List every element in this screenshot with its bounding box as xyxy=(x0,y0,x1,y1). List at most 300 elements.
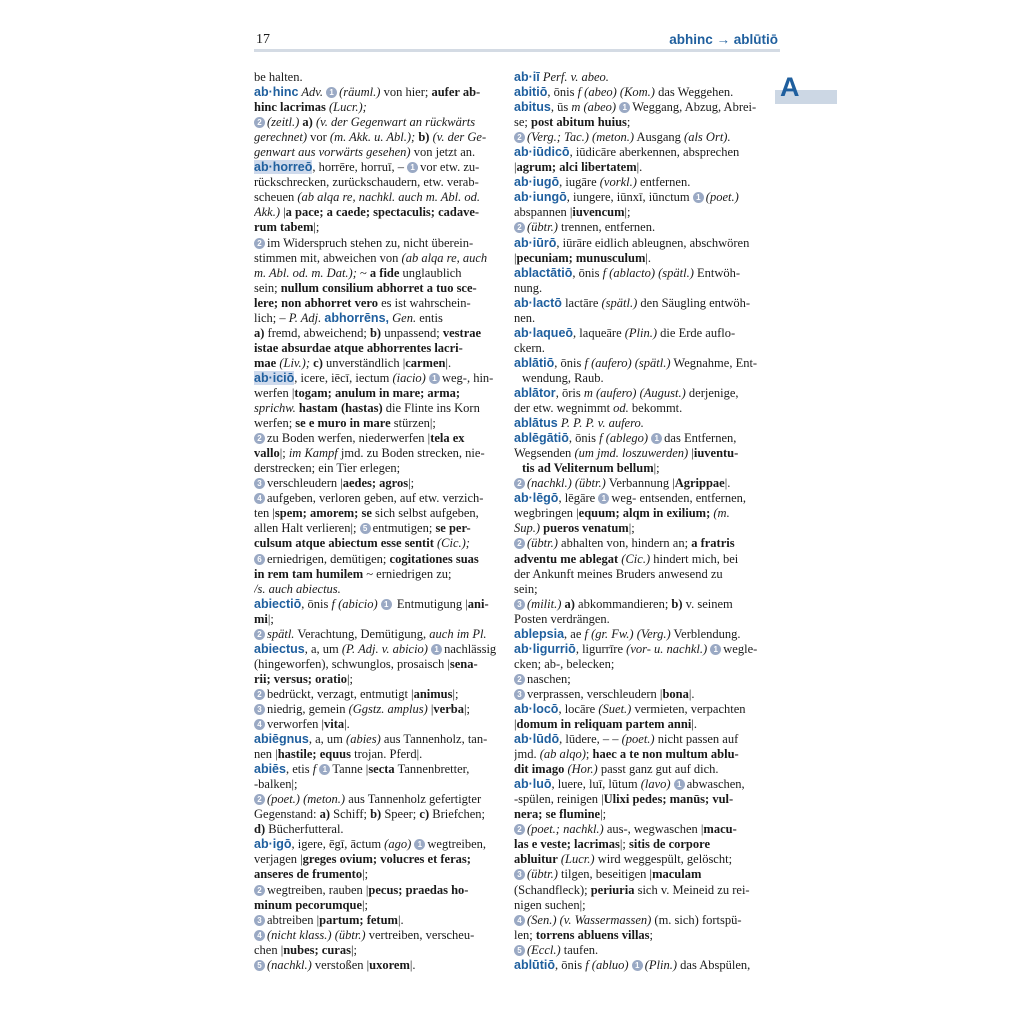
entry-line xyxy=(254,521,510,536)
entry-line xyxy=(514,416,770,431)
entry-text: nen. xyxy=(514,310,536,325)
entry-line xyxy=(254,371,510,386)
entry-text: m (aufero) (August.) xyxy=(583,385,686,400)
sense-number-badge: 5 xyxy=(514,945,525,956)
entry-text: a fratris xyxy=(691,536,735,551)
sense-number-badge: 5 xyxy=(254,960,265,971)
entry-line xyxy=(254,236,510,251)
headword: ab·iugō xyxy=(514,175,560,190)
entry-line xyxy=(514,446,770,461)
entry-text: pecuniam; munusculum xyxy=(516,250,646,265)
entry-text: |; xyxy=(600,807,607,822)
entry-text: sich selbst aufgeben, xyxy=(371,506,479,521)
entry-text: f (ablego) xyxy=(599,431,652,446)
entry-line xyxy=(254,943,510,958)
entry-text: f (abluo) xyxy=(585,957,632,972)
entry-text: togam; anulum in mare; arma; xyxy=(294,385,461,400)
entry-text: (Hor.) xyxy=(564,762,598,777)
entry-text: tilgen, beseitigen | xyxy=(557,867,653,882)
entry-text: entfernen. xyxy=(636,175,691,190)
entry-text: der Ankunft meines Bruders anwesend zu xyxy=(514,566,723,581)
entry-text: aus Tannenholz, tan- xyxy=(380,732,488,747)
sense-number-badge: 1 xyxy=(429,373,440,384)
entry-text: , ūs xyxy=(550,100,572,115)
entry-line xyxy=(254,687,510,702)
entry-text: abhalten von, hindern an; xyxy=(557,536,692,551)
entry-line xyxy=(514,190,770,205)
entry-text: (Plin.) xyxy=(624,325,658,340)
entry-text: , ōnis xyxy=(554,355,585,370)
entry-text: vita xyxy=(324,717,345,732)
sense-number-badge: 2 xyxy=(254,794,265,805)
entry-line xyxy=(254,130,510,145)
entry-line xyxy=(514,160,770,175)
headword: ab·iī xyxy=(514,70,540,84)
entry-text: vor etw. zu- xyxy=(420,160,480,175)
entry-line xyxy=(514,175,770,190)
entry-text: im Kampf xyxy=(288,446,338,461)
entry-line xyxy=(254,115,510,130)
entry-text: a) xyxy=(254,325,265,340)
entry-text: unpassend; xyxy=(381,325,443,340)
entry-text: animus xyxy=(413,686,453,701)
entry-text: wendung, Raub. xyxy=(522,370,604,385)
entry-line xyxy=(514,822,770,837)
entry-line xyxy=(514,612,770,627)
entry-line xyxy=(514,85,770,100)
entry-text: m. Abl. od. m. Dat.); xyxy=(254,265,357,280)
entry-line xyxy=(254,401,510,416)
entry-text: (übtr.) xyxy=(527,220,558,235)
entry-line xyxy=(514,521,770,536)
entry-line xyxy=(254,672,510,687)
entry-line xyxy=(254,852,510,867)
entry-text: lactāre xyxy=(561,295,602,310)
entry-line xyxy=(514,431,770,446)
headword: abiēgnus xyxy=(254,732,309,747)
entry-text: culsum atque abiectum esse sentit xyxy=(254,536,434,551)
entry-text: entis xyxy=(416,310,443,325)
entry-line xyxy=(514,792,770,807)
entry-text: , ōnis xyxy=(568,431,600,446)
entry-line xyxy=(254,491,510,506)
entry-text: (räuml.) xyxy=(339,85,381,100)
entry-text: von jetzt an. xyxy=(410,145,476,160)
entry-text: | xyxy=(514,160,517,175)
entry-text: se e muro in mare xyxy=(295,416,391,431)
entry-text: lich; – xyxy=(254,310,289,325)
entry-text: |; xyxy=(313,220,320,235)
entry-text: spätl. xyxy=(267,626,295,641)
headword: abhorrēns, xyxy=(324,310,389,325)
entry-text: sena- xyxy=(449,656,478,671)
entry-line xyxy=(514,732,770,747)
entry-text: |. xyxy=(688,686,695,701)
sense-number-badge: 3 xyxy=(514,599,525,610)
entry-line xyxy=(514,386,770,401)
entry-text: die Flinte ins Korn xyxy=(382,401,480,416)
entry-line xyxy=(514,958,770,973)
entry-text: verba xyxy=(433,701,464,716)
sense-number-badge: 6 xyxy=(254,554,265,565)
headword: ablepsia xyxy=(514,626,565,641)
sense-number-badge: 1 xyxy=(381,599,392,610)
headword: ab·iciō xyxy=(254,370,295,385)
entry-text: |. xyxy=(397,912,404,927)
entry-line xyxy=(514,837,770,852)
entry-text: unglaublich xyxy=(399,265,462,280)
entry-text: anseres de frumento xyxy=(254,867,363,882)
headword: abiectiō xyxy=(254,596,302,611)
entry-text: ; xyxy=(626,115,631,130)
entry-text: , horrēre, horruī, – xyxy=(312,160,408,175)
entry-line xyxy=(254,552,510,567)
entry-text: erniedrigen, demütigen; xyxy=(267,551,390,566)
entry-text: taufen. xyxy=(560,942,599,957)
entry-text: sein; xyxy=(254,280,281,295)
entry-text: |; xyxy=(628,521,635,536)
entry-text: las e veste; lacrimas xyxy=(514,837,620,852)
entry-line xyxy=(254,266,510,281)
entry-text: , lūdere, – – xyxy=(559,732,622,747)
entry-line xyxy=(514,506,770,521)
entry-text: vermieten, verpachten xyxy=(631,701,746,716)
entry-text: , ōnis xyxy=(301,596,332,611)
entry-text: , ōnis xyxy=(547,85,578,100)
sense-number-badge: 1 xyxy=(598,493,609,504)
entry-text: ~ erniedrigen zu; xyxy=(363,566,452,581)
headword: ablactātiō xyxy=(514,265,573,280)
entry-line xyxy=(254,341,510,356)
sense-number-badge: 1 xyxy=(319,764,330,775)
entry-text: trojan. Pferd|. xyxy=(350,747,423,762)
entry-text: vor xyxy=(306,130,330,145)
entry-text: cogitationes suas xyxy=(389,551,479,566)
entry-text: , luere, luī, lūtum xyxy=(551,777,641,792)
entry-text: be halten. xyxy=(254,70,303,84)
entry-text: a pace; a caede; spectaculis; cadave- xyxy=(285,205,480,220)
entry-text: , a, um xyxy=(308,732,347,747)
entry-text: aufgeben, verloren geben, auf etw. verzich- xyxy=(267,491,484,506)
entry-text: aufer ab- xyxy=(431,85,481,100)
entry-text: , iugāre xyxy=(559,175,600,190)
entry-text: Bücherfutteral. xyxy=(265,822,344,837)
entry-text: f (gr. Fw.) (Verg.) xyxy=(584,626,671,641)
entry-text: (um jmd. loszuwerden) xyxy=(574,446,689,461)
entry-text: nigen suchen|; xyxy=(514,897,586,912)
entry-line xyxy=(254,807,510,822)
entry-text: |; xyxy=(362,867,369,882)
entry-text: bedrückt, verzagt, entmutigt | xyxy=(267,686,414,701)
sense-number-badge: 5 xyxy=(360,523,371,534)
entry-text: das Abspülen, xyxy=(677,957,751,972)
entry-text: nubes; curas xyxy=(283,942,351,957)
entry-text: passt ganz gut auf dich. xyxy=(597,762,719,777)
entry-text: |; xyxy=(452,686,459,701)
headword: ab·horreō xyxy=(254,160,313,175)
entry-line xyxy=(254,85,510,100)
entry-line xyxy=(514,928,770,943)
entry-text: hastam (hastas) xyxy=(298,401,383,416)
entry-text: c) xyxy=(313,355,323,370)
entry-text: (ago) xyxy=(384,837,415,852)
entry-text: naschen; xyxy=(527,671,571,686)
entry-text: Tannenbretter, xyxy=(394,762,470,777)
entry-text: , ligurrīre xyxy=(575,641,627,656)
entry-text: vallo xyxy=(254,446,280,461)
entry-text: |; xyxy=(463,701,470,716)
entry-text: |. xyxy=(645,250,652,265)
entry-text: |. xyxy=(724,476,731,491)
entry-text: |. xyxy=(344,717,350,732)
entry-text: f (ablacto) (spätl.) xyxy=(602,265,694,280)
entry-text: stürzen|; xyxy=(390,416,436,431)
headword: abitus xyxy=(514,100,551,115)
entry-line xyxy=(514,687,770,702)
entry-text: Ulixi pedes; manūs; vul- xyxy=(603,792,734,807)
entry-text: a) xyxy=(319,807,331,822)
entry-text: sein; xyxy=(514,581,538,596)
entry-line xyxy=(514,220,770,235)
sense-number-badge: 1 xyxy=(619,102,630,113)
entry-text: vertreiben, verscheu- xyxy=(365,927,475,942)
entry-line xyxy=(514,867,770,882)
entry-text: weg-, hin- xyxy=(441,370,494,385)
entry-text: f (abeo) (Kom.) xyxy=(577,85,655,100)
running-head: abhinc → ablūtiō xyxy=(669,32,778,47)
sense-number-badge: 3 xyxy=(514,689,525,700)
entry-line xyxy=(254,296,510,311)
entry-text: , iūdicāre aberkennen, absprechen xyxy=(569,145,740,160)
entry-text: weg- entsenden, entfernen, xyxy=(611,491,747,506)
entry-text: (vor- u. nachkl.) xyxy=(626,641,711,656)
entry-text: ckern. xyxy=(514,340,545,355)
entry-text: verschleudern | xyxy=(267,476,343,491)
sense-number-badge: 1 xyxy=(674,779,685,790)
entry-text: (poet.; nachkl.) xyxy=(527,822,604,837)
sense-number-badge: 2 xyxy=(514,824,525,835)
sense-number-badge: 2 xyxy=(254,885,265,896)
entry-text: (v. der Gegenwart an rückwärts xyxy=(312,115,476,130)
headword: ab·ligurriō xyxy=(514,641,576,656)
entry-text: (milit.) xyxy=(527,596,565,611)
entry-text: ; xyxy=(585,747,593,762)
entry-text: (Eccl.) xyxy=(527,942,561,957)
entry-text: |. xyxy=(445,355,452,370)
entry-text: jmd. xyxy=(514,747,540,762)
entry-text: wegbringen | xyxy=(514,506,579,521)
entry-text: derjenige, xyxy=(685,385,739,400)
entry-text: (poet.) xyxy=(705,190,739,205)
entry-text: ani- xyxy=(467,596,489,611)
entry-text: (Lucr.); xyxy=(325,100,367,115)
entry-text: rum tabem xyxy=(254,220,314,235)
entry-text: f (aufero) (spätl.) xyxy=(584,355,671,370)
entry-text: f (abicio) xyxy=(331,596,381,611)
entry-line xyxy=(514,461,770,476)
headword: ab·iūrō xyxy=(514,235,557,250)
entry-line xyxy=(514,943,770,958)
entry-line xyxy=(254,958,510,973)
entry-text: wegtreiben, rauben | xyxy=(267,882,369,897)
entry-text: |; xyxy=(347,671,354,686)
entry-text: (vorkl.) xyxy=(599,175,637,190)
entry-text: aus Tannenholz gefertigter xyxy=(345,792,482,807)
entry-text: |; xyxy=(279,446,289,461)
headword: ab·luō xyxy=(514,777,552,792)
entry-text: vestrae xyxy=(442,325,482,340)
entry-text: verworfen | xyxy=(267,717,324,732)
entry-text: das Entfernen, xyxy=(664,431,737,446)
entry-line xyxy=(514,311,770,326)
entry-line xyxy=(514,717,770,732)
entry-text: verprassen, verschleudern | xyxy=(527,686,663,701)
entry-text: Perf. v. abeo. xyxy=(539,70,609,84)
entry-line xyxy=(254,386,510,401)
entry-line xyxy=(254,431,510,446)
entry-text: sitis de corpore xyxy=(628,837,710,852)
entry-text: cken; ab-, belecken; xyxy=(514,656,615,671)
entry-text: (Ggstz. amplus) xyxy=(348,701,428,716)
entry-text: nera; se flumine xyxy=(514,807,601,822)
entry-text: (v. der Ge- xyxy=(429,130,487,145)
entry-text: spem; amorem; se xyxy=(274,506,372,521)
entry-text: aedes; agros xyxy=(342,476,409,491)
entry-text: allen Halt verlieren|; xyxy=(254,521,360,536)
entry-line xyxy=(254,657,510,672)
entry-text: nachlässig xyxy=(444,641,497,656)
entry-line xyxy=(514,536,770,551)
entry-line xyxy=(514,627,770,642)
entry-line xyxy=(254,175,510,190)
entry-text: c) xyxy=(419,807,430,822)
entry-line xyxy=(514,341,770,356)
headword: ablēgātiō xyxy=(514,431,569,446)
entry-text: partum; fetum xyxy=(319,912,398,927)
headword: ab·lūdō xyxy=(514,732,560,747)
entry-line xyxy=(254,506,510,521)
entry-line xyxy=(514,100,770,115)
entry-text: Wegnahme, Ent- xyxy=(670,355,758,370)
entry-text: Gen. xyxy=(389,310,417,325)
entry-text: ~ xyxy=(356,265,370,280)
entry-text: Akk.) xyxy=(254,205,281,220)
entry-line xyxy=(514,582,770,597)
sense-number-badge: 3 xyxy=(254,704,265,715)
entry-text: carmen xyxy=(405,355,446,370)
headword: ab·iūdicō xyxy=(514,145,570,160)
entry-line xyxy=(514,476,770,491)
entry-text: od. xyxy=(613,401,629,416)
entry-text: periuria xyxy=(590,882,635,897)
entry-line xyxy=(254,205,510,220)
entry-line xyxy=(514,913,770,928)
entry-text: derstrecken; ein Tier erlegen; xyxy=(254,461,401,476)
sense-number-badge: 1 xyxy=(407,162,418,173)
entry-line xyxy=(254,567,510,582)
entry-text: , laqueāre xyxy=(573,325,625,340)
entry-text: wegtreiben, xyxy=(427,837,487,852)
entry-text: , igere, ēgī, āctum xyxy=(291,837,385,852)
entry-text: Entwöh- xyxy=(693,265,741,280)
entry-text: Ausgang xyxy=(634,130,685,145)
entry-line xyxy=(514,401,770,416)
entry-line xyxy=(254,326,510,341)
entry-line xyxy=(254,822,510,837)
entry-text: Schiff; xyxy=(330,807,371,822)
entry-text: werfen | xyxy=(254,385,295,400)
entry-line xyxy=(514,236,770,251)
entry-text: |; xyxy=(267,611,274,626)
entry-line xyxy=(514,852,770,867)
sense-number-badge: 1 xyxy=(651,433,662,444)
entry-line xyxy=(514,266,770,281)
sense-number-badge: 2 xyxy=(514,538,525,549)
entry-line xyxy=(254,416,510,431)
entry-line xyxy=(514,356,770,371)
entry-text: der etw. wegnimmt xyxy=(514,401,614,416)
entry-text: se; xyxy=(514,115,532,130)
entry-text: Tanne | xyxy=(332,762,369,777)
entry-line xyxy=(254,898,510,913)
entry-text: nung. xyxy=(514,280,543,295)
entry-line xyxy=(254,702,510,717)
entry-text: (als Ort). xyxy=(684,130,731,145)
entry-line xyxy=(514,296,770,311)
entry-line xyxy=(514,567,770,582)
left-column xyxy=(254,70,510,973)
entry-text: stimmen mit, abweichen von xyxy=(254,250,402,265)
entry-text: secta xyxy=(368,762,395,777)
headword: ablātor xyxy=(514,385,556,400)
entry-text: | xyxy=(427,701,434,716)
entry-line xyxy=(514,251,770,266)
entry-text: nicht passen auf xyxy=(654,732,739,747)
entry-line xyxy=(254,642,510,657)
sense-number-badge: 4 xyxy=(514,915,525,926)
entry-text: (ab alqa re, nachkl. auch m. Abl. od. xyxy=(297,190,481,205)
entry-text: m (abeo) xyxy=(571,100,620,115)
entry-text: uxorem xyxy=(369,957,410,972)
entry-line xyxy=(254,792,510,807)
entry-text: Entmutigung | xyxy=(393,596,468,611)
entry-text: von hier; xyxy=(380,85,432,100)
headword: ablūtiō xyxy=(514,957,555,972)
entry-text: (nachkl.) xyxy=(267,957,312,972)
entry-text: |. xyxy=(691,717,697,732)
entry-text: (nachkl.) (übtr.) xyxy=(527,476,606,491)
sense-number-badge: 4 xyxy=(254,930,265,941)
sense-number-badge: 1 xyxy=(431,644,442,655)
entry-text: (Schandfleck); xyxy=(514,882,591,897)
entry-text: Verbannung | xyxy=(605,476,675,491)
entry-text: Wegsenden xyxy=(514,446,575,461)
entry-text: nullum consilium abhorret a tuo sce- xyxy=(280,280,477,295)
entry-text: scheuen xyxy=(254,190,298,205)
entry-text: bona xyxy=(662,686,689,701)
thumb-index-letter: A xyxy=(780,72,800,102)
entry-text: rückschrecken, zurückschaudern, etw. verab- xyxy=(254,175,479,190)
sense-number-badge: 2 xyxy=(254,433,265,444)
entry-line xyxy=(254,160,510,175)
entry-text: , ōnis xyxy=(554,957,586,972)
entry-text: , lēgāre xyxy=(558,491,599,506)
entry-text: den Säugling entwöh- xyxy=(637,295,751,310)
sense-number-badge: 1 xyxy=(710,644,721,655)
entry-text: (abies) xyxy=(346,732,381,747)
entry-text: tela ex xyxy=(430,431,465,446)
entry-text: (P. Adj. v. abicio) xyxy=(341,641,432,656)
